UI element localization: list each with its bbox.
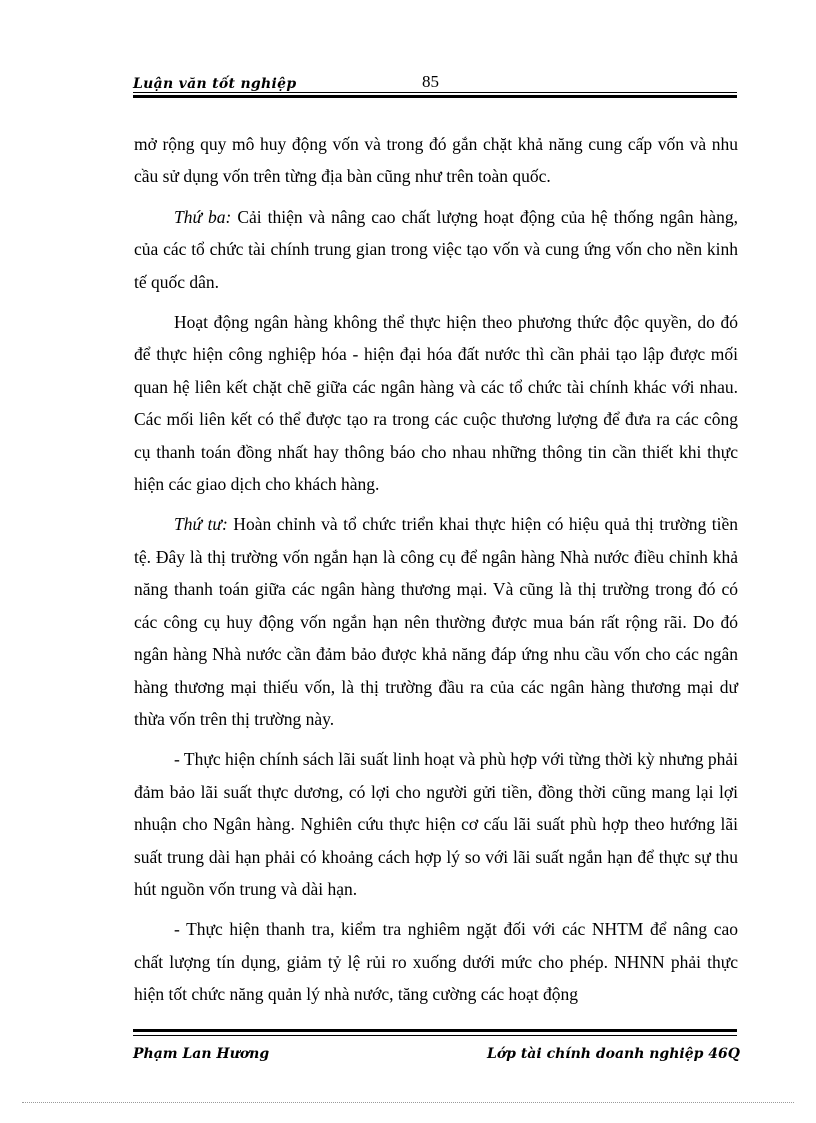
paragraph-2-text: Cải thiện và nâng cao chất lượng hoạt động của hệ thống ngân hàng, của các tổ chức tài chính trung gian trong việc tạo vốn và cung ứng vốn cho nền kinh tế quốc dân. — [134, 206, 738, 292]
header-rule-thin — [133, 92, 737, 93]
body-text — [134, 128, 738, 1019]
paragraph-6: - Thực hiện thanh tra, kiểm tra nghiêm ngặt đối với các NHTM để nâng cao chất lượng tín dụng, giảm tỷ lệ rủi ro xuống dưới mức cho phép. NHNN phải thực hiện tốt chức năng quản lý nhà nước, tăng cường các hoạt động — [134, 919, 738, 1005]
header-title: Luận văn tốt nghiệp — [133, 76, 297, 92]
paragraph-5: - Thực hiện chính sách lãi suất linh hoạt và phù hợp với từng thời kỳ nhưng phải đảm bảo lãi suất thực dương, có lợi cho người gửi tiền, đồng thời cũng mang lại lợi nhuận cho Ngân hàng. Nghiên cứu thực hiện cơ cấu lãi suất phù hợp theo hướng lãi suất trung dài hạn phải có khoảng cách hợp lý so với lãi suất ngắn hạn để thực sự thu hút nguồn vốn trung và dài hạn. — [134, 749, 738, 899]
footer-author: Phạm Lan Hương — [133, 1046, 270, 1062]
paragraph-4-text: Hoàn chỉnh và tổ chức triển khai thực hiện có hiệu quả thị trường tiền tệ. Đây là thị trường vốn ngắn hạn là công cụ để ngân hàng Nhà nước điều chỉnh khả năng thanh toán giữa các ngân hàng thương mại. Và cũng là thị trường trong đó có các công cụ huy động vốn ngắn hạn nên thường được mua bán rất rộng rãi. Do đó ngân hàng Nhà nước cần đảm bảo được khả năng đáp ứng nhu cầu vốn cho các ngân hàng thương mại thiếu vốn, là thị trường đầu ra của các ngân hàng thương mại dư thừa vốn trên thị trường này. — [134, 514, 738, 729]
paragraph-2 — [134, 201, 738, 298]
paragraph-2-lead: Thứ ba: — [174, 206, 232, 227]
paragraph-4-lead: Thứ tư: — [174, 514, 228, 535]
page-number: 85 — [422, 72, 439, 91]
paragraph-3: Hoạt động ngân hàng không thể thực hiện theo phương thức độc quyền, do đó để thực hiện công nghiệp hóa - hiện đại hóa đất nước thì cần phải tạo lập được mối quan hệ liên kết chặt chẽ giữa các ngân hàng và các tổ chức tài chính khác với nhau. Các mối liên kết có thể được tạo ra trong các cuộc thương lượng để đưa ra các công cụ thanh toán đồng nhất hay thông báo cho nhau những thông tin cần thiết khi thực hiện các giao dịch cho khách hàng. — [134, 312, 738, 495]
footer-class: Lớp tài chính doanh nghiệp 46Q — [487, 1046, 740, 1062]
page-boundary-dotted-line — [22, 1102, 794, 1103]
footer-rule-thin — [133, 1035, 737, 1036]
paragraph-1: mở rộng quy mô huy động vốn và trong đó gắn chặt khả năng cung cấp vốn và nhu cầu sử dụng vốn trên từng địa bàn cũng như trên toàn quốc. — [134, 134, 738, 187]
header-rule-thick — [133, 95, 737, 98]
footer-rule-thick — [133, 1029, 737, 1032]
paragraph-4 — [134, 508, 738, 735]
